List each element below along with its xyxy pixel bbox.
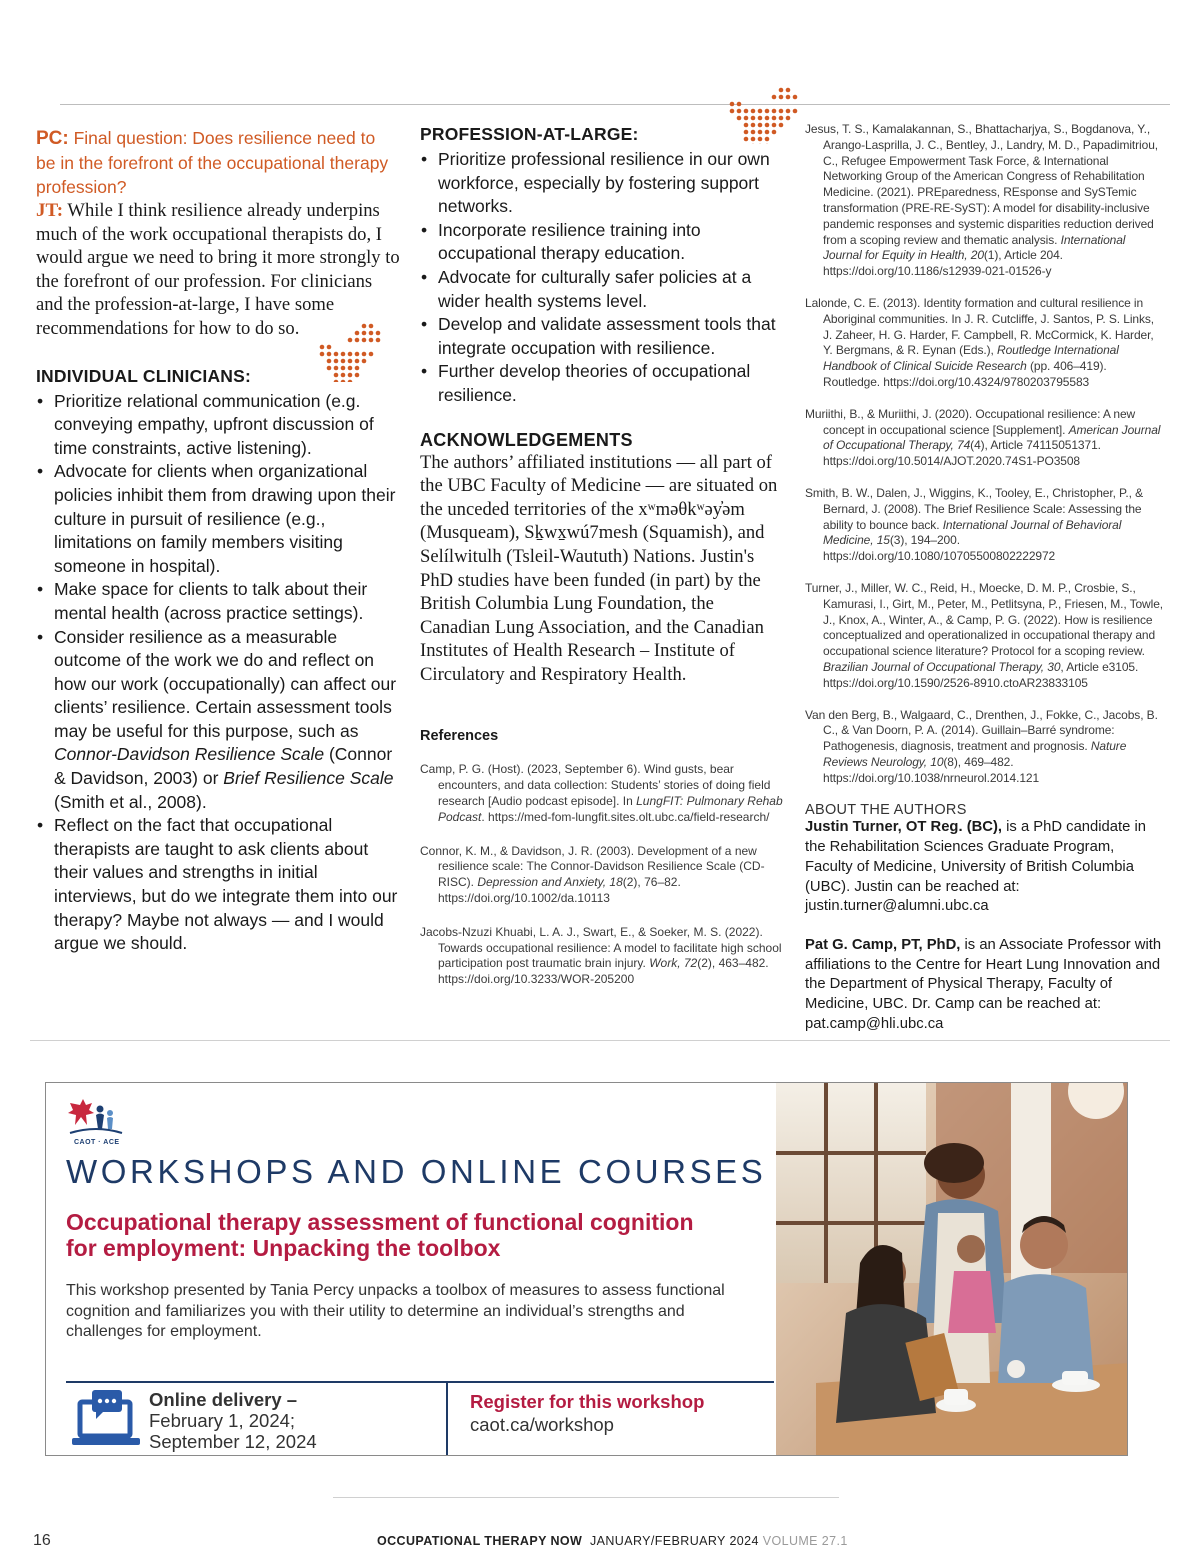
ad-vertical-divider — [446, 1383, 448, 1455]
list-item: • Prioritize relational communication (e.g. conveying empathy, upfront discussion of time constraints, active listening). — [36, 390, 401, 461]
ad-divider — [66, 1381, 774, 1383]
author-bio-turner — [805, 818, 1165, 917]
column-left — [36, 126, 401, 956]
pc-question-line-3: profession? — [36, 177, 127, 197]
list-item — [36, 626, 401, 815]
laptop-chat-icon — [72, 1388, 140, 1450]
reference-item: Van den Berg, B., Walgaard, C., Drenthen, J., Fokke, C., Jacobs, B. C., & Van Doorn, P. A. (2014). Guillain–Barré syndrome: Pathogenesis, diagnosis, treatment and prognosis. Nature Reviews Neurology, 10(8), 469–482. https://doi.org/10.1038/nrneurol.2014.121 — [805, 707, 1158, 785]
list-item-text: Consider resilience as a measurable outcome of the work we do and reflect on how our work (occupationally) can affect our clients’ resilience. Certain assessment tools may be useful for this purpose, such as — [54, 626, 397, 741]
list-item: • Prioritize professional resilience in our own workforce, especially by fostering support networks. — [420, 148, 785, 219]
jt-tag: JT: — [36, 200, 64, 221]
logo-text: CAOT · ACE — [74, 1139, 120, 1146]
delivery-date: February 1, 2024; — [149, 1410, 296, 1431]
about-authors-heading: ABOUT THE AUTHORS — [805, 802, 967, 819]
list-item: • Advocate for clients when organizational policies inhibit them from drawing upon their culture in pursuit of resilience (e.g., limitations on family members visiting someone in hospital). — [36, 460, 401, 578]
acknowledgements-heading: ACKNOWLEDGEMENTS — [420, 429, 633, 450]
footer-rule — [333, 1497, 839, 1498]
reference-item: Camp, P. G. (Host). (2023, September 6). Wind gusts, bear encounters, and data collection: Students’ stories of doing field research [Audio podcast episode]. In LungFIT: Pulmonary Rehab Podcast. https://med-fom-lungfit.sites.olt.ubc.ca/field-research/ — [420, 762, 783, 824]
list-item-text: (Connor & Davidson, 2003) or — [54, 744, 393, 789]
volume-number: VOLUME 27.1 — [762, 1534, 848, 1548]
list-item: • Advocate for culturally safer policies at a wider health systems level. — [420, 266, 785, 313]
reference-item: Muriithi, B., & Muriithi, J. (2020). Occupational resilience: A new concept in occupational science [Supplement]. American Journal of Occupational Therapy, 74(4), Article 74115051371. https://doi.org/10.5014/AJOT.2020.74S1-PO3508 — [805, 406, 1161, 469]
jt-answer — [36, 199, 401, 341]
column-middle — [420, 124, 785, 988]
reference-item: Jesus, T. S., Kamalakannan, S., Bhattacharjya, S., Bogdanova, Y., Arango-Lasprilla, J. C., Bentley, J., Landry, M. D., Papadimitriou, C., Refugee Empowerment Task Force, & International Networking Group of the American Congress of Rehabilitation Medicine. (2021). PREparedness, REsponse and SySTemic transformation (PRE-RE-SyST): A model for disability-inclusive pandemic responses and systemic disparities reduction derived from a scoping review and thematic analysis. International Journal for Equity in Health, 20(1), Article 204. https://doi.org/10.1186/s12939-021-01526-y — [805, 122, 1158, 279]
list-item: • Make space for clients to talk about their mental health (across practice settings). — [36, 578, 401, 625]
delivery-label: Online delivery – — [149, 1389, 298, 1410]
author-bio-text: is an Associate Professor with affiliations to the Centre for Heart Lung Innovation and the Department of Physical Therapy, Faculty of Medicine, UBC. Dr. Camp can be reached at: pat.camp@hli.ubc.ca — [805, 937, 1162, 1032]
pc-tag: PC: — [36, 128, 69, 149]
acknowledgements-text: The authors’ affiliated institutions — all part of the UBC Faculty of Medicine — are situated on the unceded territories of the xʷməθkʷəy̓əm (Musqueam), Sḵwx̱wú7mesh (Squamish), and Selílwitulh (Tsleil-Waututh) Nations. Justin's PhD studies have been funded (in part) by the British Columbia Lung Foundation, the Canadian Lung Association, and the Canadian Institutes of Health Research – Institute of Circulatory and Respiratory Health. — [420, 451, 778, 685]
list-item: • Further develop theories of occupational resilience. — [420, 360, 785, 407]
workshop-title-line: Occupational therapy assessment of functional cognition — [66, 1209, 694, 1235]
workshop-title — [66, 1209, 756, 1261]
clinician-recommendations — [36, 390, 401, 956]
workshop-title-line: for employment: Unpacking the toolbox — [66, 1235, 501, 1261]
section-divider — [30, 1040, 1170, 1041]
author-name: Justin Turner, OT Reg. (BC), — [805, 819, 1003, 836]
top-rule — [60, 104, 1170, 105]
reference-item: Turner, J., Miller, W. C., Reid, H., Moecke, D. M. P., Crosbie, S., Kamurasi, I., Girt, M., Peter, M., Petlitsyna, P., Friesen, M., Towle, J., Knox, A., Winter, A., & Camp, P. G. (2022). How is resilience conceptualized and operationalized in occupational therapy and occupational science literature? Protocol for a scoping review. Brazilian Journal of Occupational Therapy, 30, Article e3105. https://doi.org/10.1590/2526-8910.ctoAR23833105 — [805, 580, 1163, 690]
author-bio-camp — [805, 936, 1165, 1035]
list-item-text: (Smith et al., 2008). — [54, 791, 207, 812]
cafe-photo — [776, 1083, 1128, 1455]
profession-at-large-heading: PROFESSION-AT-LARGE: — [420, 124, 639, 144]
scale-name: Connor-Davidson Resilience Scale — [54, 744, 325, 765]
workshop-advertisement[interactable] — [45, 1082, 1128, 1456]
scale-name: Brief Resilience Scale — [223, 768, 394, 789]
pc-question — [36, 126, 401, 199]
issue-date: JANUARY/FEBRUARY 2024 — [589, 1534, 759, 1548]
jt-answer-text: While I think resilience already underpins much of the work occupational therapists do, I would argue we need to bring it more strongly to the forefront of our profession. For clinicians and the profession-at-large, I have some recommendations for how to do so. — [36, 200, 400, 339]
profession-recommendations — [420, 148, 785, 408]
pc-question-line-1: Final question: Does resilience need to — [73, 128, 376, 148]
author-bio-text: is a PhD candidate in the Rehabilitation Sciences Graduate Program, Faculty of Medicine, University of British Columbia (UBC). Justin can be reached at: justin.turner@alumni.ubc.ca — [805, 819, 1146, 915]
reference-item: Smith, B. W., Dalen, J., Wiggins, K., Tooley, E., Christopher, P., & Bernard, J. (2008). The Brief Resilience Scale: Assessing the ability to bounce back. International Journal of Behavioral Medicine, 15(3), 194–200. https://doi.org/10.1080/10705500802222972 — [805, 485, 1144, 564]
ad-title: WORKSHOPS AND ONLINE COURSES — [66, 1153, 767, 1190]
page-number: 16 — [33, 1532, 51, 1549]
list-item: • Develop and validate assessment tools that integrate occupation with resilience. — [420, 313, 785, 360]
column-right — [805, 122, 1165, 1035]
list-item: • Reflect on the fact that occupational therapists are taught to ask clients about their values and strengths in initial interviews, but do we integrate them into our therapy? Maybe not always — and I would argue we should. — [36, 814, 401, 956]
author-name: Pat G. Camp, PT, PhD, — [805, 937, 961, 953]
workshop-description: This workshop presented by Tania Percy unpacks a toolbox of measures to assess functional cognition and familiarizes you with their utility to determine an individual’s strengths and challenges for employment. — [66, 1282, 725, 1340]
register-url[interactable]: caot.ca/workshop — [470, 1414, 614, 1435]
magazine-name: OCCUPATIONAL THERAPY NOW — [377, 1534, 583, 1548]
footer-masthead — [377, 1534, 848, 1548]
register-link[interactable]: Register for this workshop — [470, 1391, 705, 1412]
reference-item: Lalonde, C. E. (2013). Identity formation and cultural resilience in Aboriginal communities. In J. R. Cutcliffe, J. Santos, P. S. Links, J. Zaheer, H. G. Harder, F. Campbell, R. McCormick, K. Harder, Y. Bergmans, & R. Eynan (Eds.), Routledge International Handbook of Clinical Suicide Research (pp. 406–419). Routledge. https://doi.org/10.4324/9780203795583 — [805, 295, 1155, 389]
pc-question-line-2: be in the forefront of the occupational therapy — [36, 153, 389, 173]
individual-clinicians-heading: INDIVIDUAL CLINICIANS: — [36, 365, 252, 386]
delivery-info — [149, 1389, 317, 1452]
delivery-date: September 12, 2024 — [149, 1431, 317, 1452]
list-item: • Incorporate resilience training into occupational therapy education. — [420, 219, 785, 266]
reference-item: Jacobs-Nzuzi Khuabi, L. A. J., Swart, E., & Soeker, M. S. (2022). Towards occupational resilience: A model to facilitate high school participation post traumatic brain injury. Work, 72(2), 463–482. https://doi.org/10.3233/WOR-205200 — [420, 924, 782, 987]
references-heading: References — [420, 728, 499, 745]
reference-item: Connor, K. M., & Davidson, J. R. (2003). Development of a new resilience scale: The Connor-Davidson Resilience Scale (CD-RISC). Depression and Anxiety, 18(2), 76–82. https://doi.org/10.1002/da.10113 — [420, 843, 765, 906]
